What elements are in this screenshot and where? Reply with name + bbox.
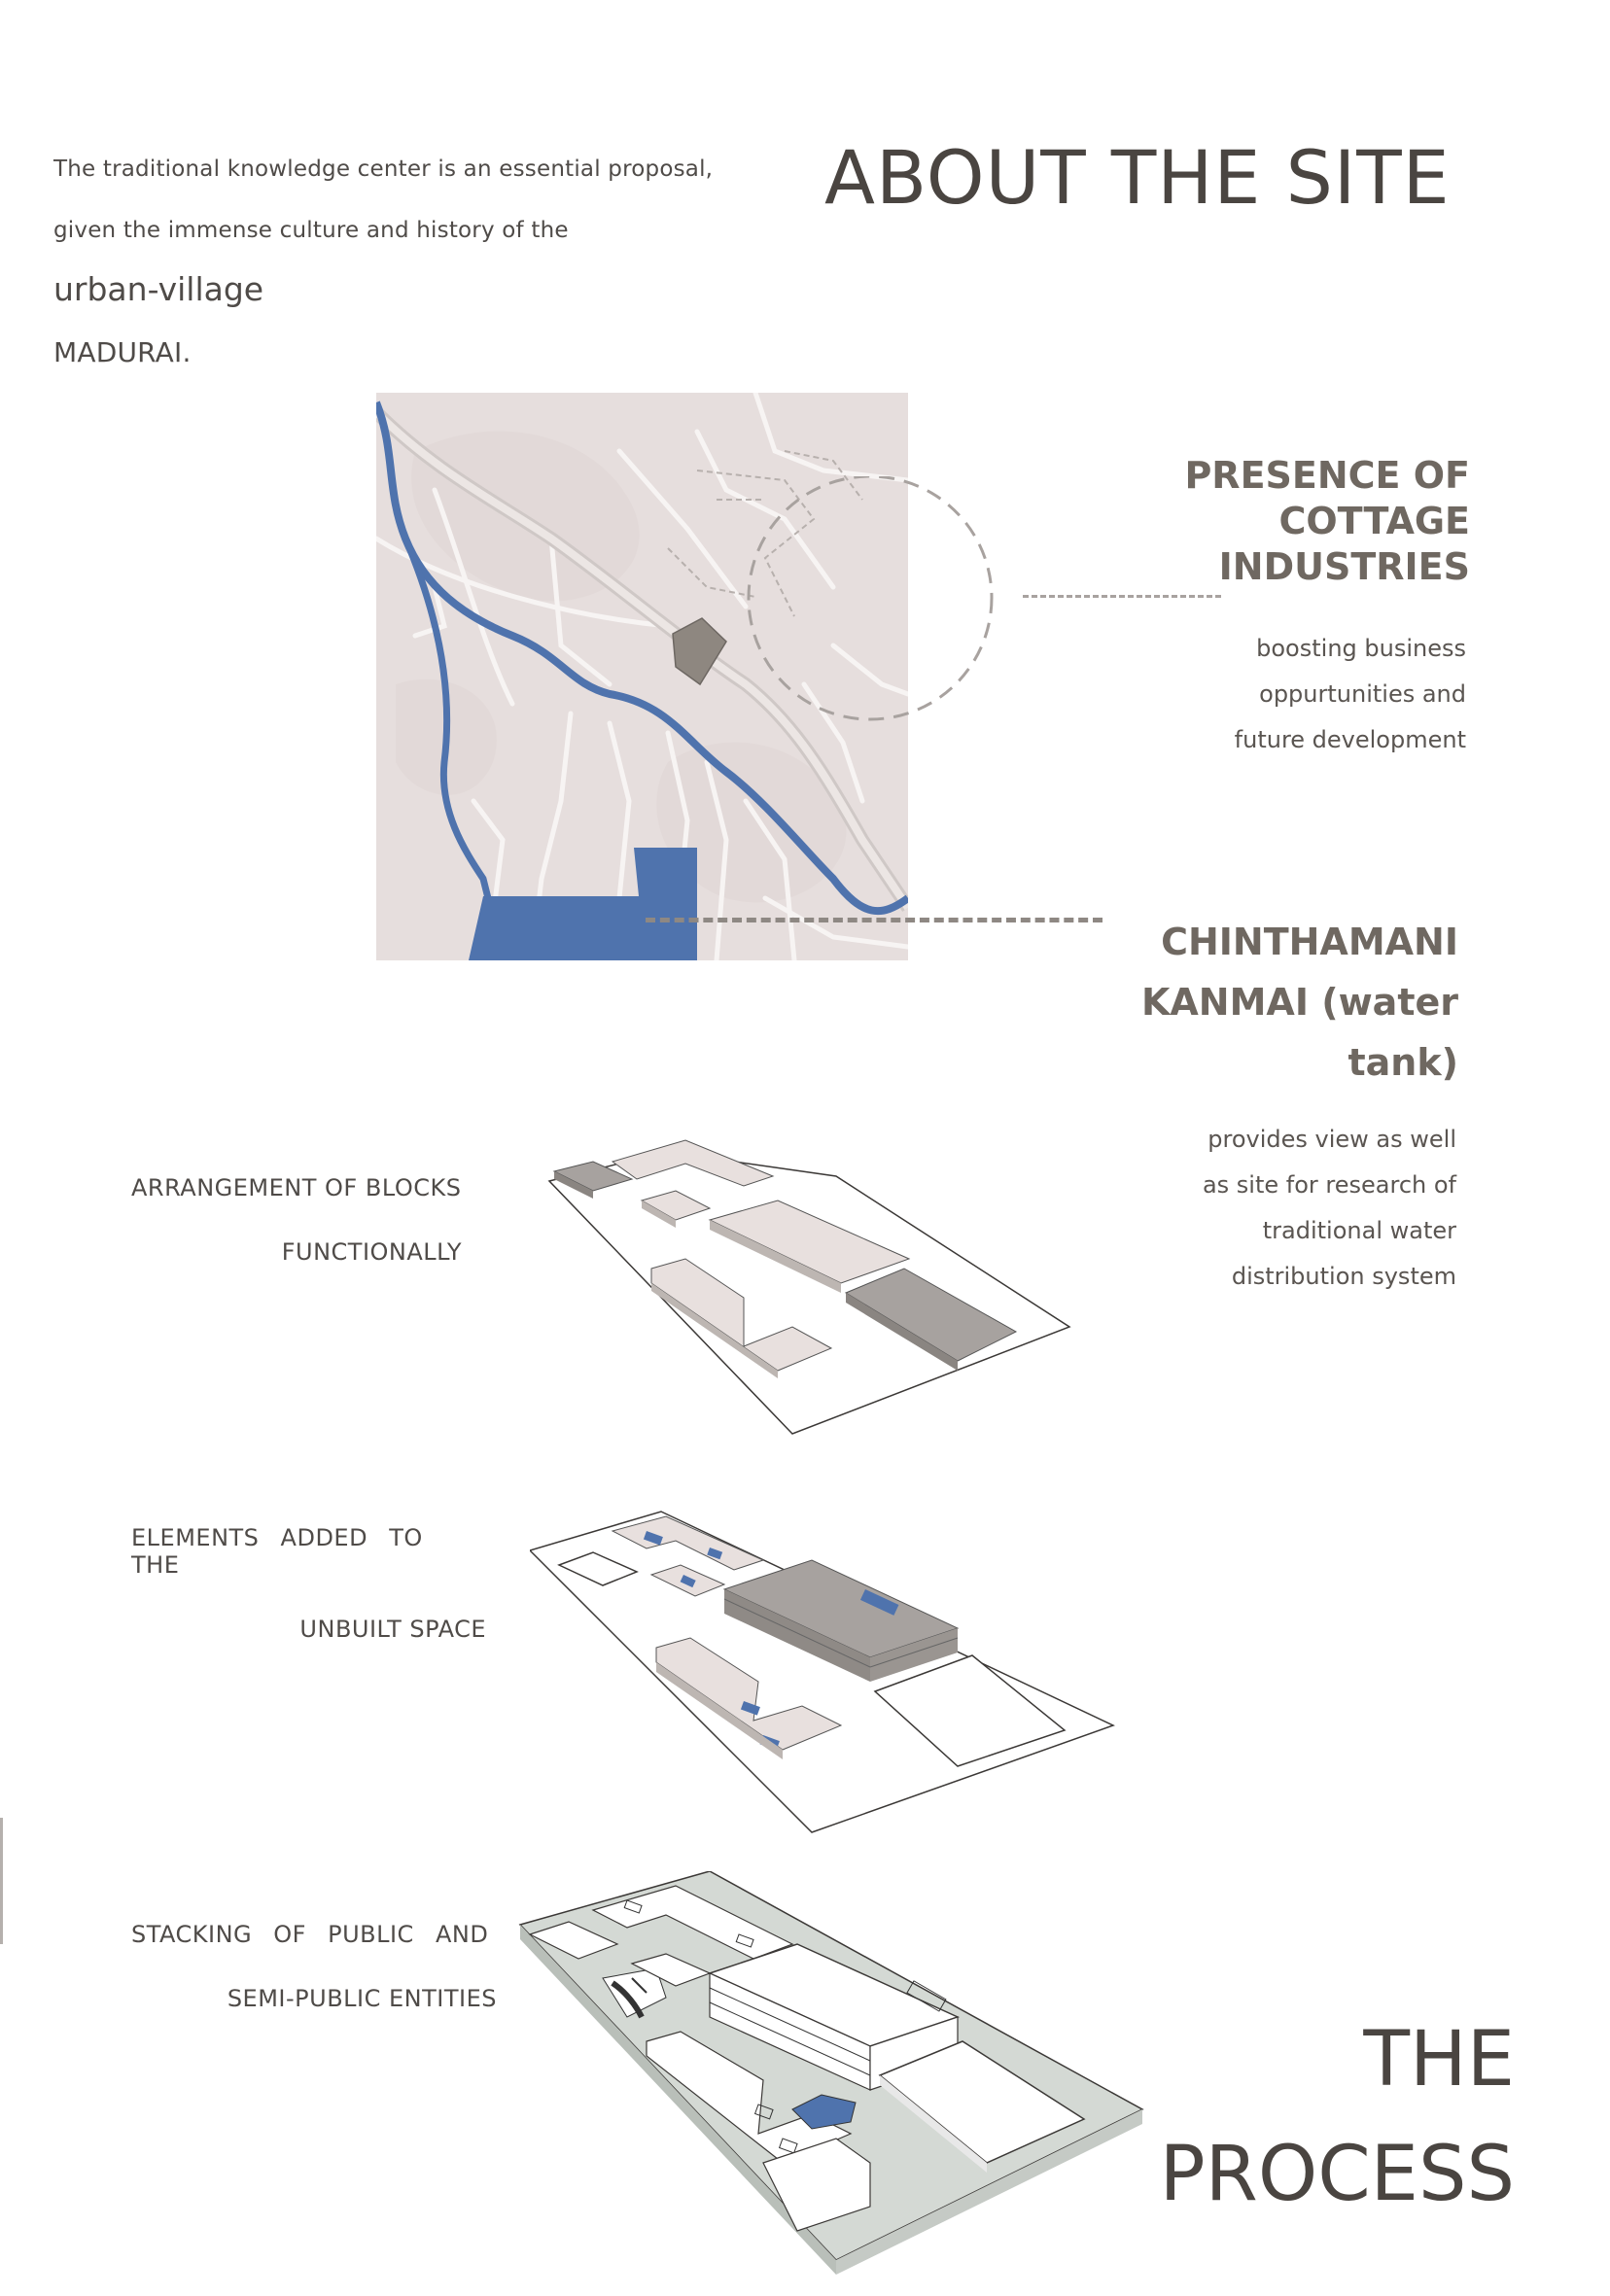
cottage-circle-marker	[739, 476, 1031, 748]
cottage-heading-line: PRESENCE OF	[1184, 454, 1470, 497]
step-2-label	[131, 1524, 486, 1643]
cottage-heading	[1184, 453, 1470, 590]
step-1-line-2: FUNCTIONALLY	[281, 1238, 462, 1266]
tank-desc-line: as site for research of	[1202, 1171, 1456, 1199]
tank-desc-line: traditional water	[1262, 1217, 1456, 1244]
page-edge-mark	[0, 1818, 3, 1944]
diagram-stacking	[501, 1871, 1147, 2279]
tank-leader-line	[646, 918, 1102, 922]
process-title-line: PROCESS	[1159, 2131, 1515, 2218]
cottage-desc-line: oppurtunities and	[1259, 680, 1466, 708]
intro-line-3: urban-village	[53, 270, 264, 308]
tank-desc-line: distribution system	[1231, 1263, 1456, 1290]
page-title: ABOUT THE SITE	[824, 134, 1451, 221]
tank-heading-line: tank)	[1348, 1041, 1458, 1084]
diagram-arrangement	[540, 1123, 1079, 1444]
diagram-elements	[530, 1492, 1123, 1842]
cottage-desc-line: boosting business	[1256, 635, 1466, 662]
tank-description	[1203, 1117, 1456, 1300]
cottage-desc-line: future development	[1234, 726, 1466, 753]
tank-desc-line: provides view as well	[1208, 1126, 1456, 1153]
intro-line-1: The traditional knowledge center is an essential proposal,	[53, 157, 714, 182]
tank-heading	[1141, 912, 1458, 1093]
tank-heading-line: CHINTHAMANI	[1161, 921, 1458, 963]
cottage-heading-line: COTTAGE	[1278, 500, 1470, 542]
process-title	[1160, 2002, 1515, 2232]
step-2-line-2: UNBUILT SPACE	[299, 1616, 486, 1643]
step-1-label	[131, 1174, 462, 1266]
intro-line-4: MADURAI.	[53, 336, 192, 368]
step-2-line-1: ELEMENTS ADDED TO THE	[131, 1524, 423, 1579]
intro-line-2: given the immense culture and history of the	[53, 218, 569, 243]
cottage-leader-line	[1023, 595, 1221, 598]
step-3-label	[131, 1921, 497, 2012]
step-3-line-2: SEMI-PUBLIC ENTITIES	[227, 1985, 497, 2012]
tank-heading-line: KANMAI (water	[1140, 981, 1458, 1024]
cottage-description	[1235, 626, 1466, 763]
step-1-line-1: ARRANGEMENT OF BLOCKS	[131, 1174, 462, 1201]
cottage-heading-line: INDUSTRIES	[1218, 545, 1470, 588]
process-title-line: THE	[1363, 2016, 1515, 2104]
step-3-line-1: STACKING OF PUBLIC AND	[131, 1921, 489, 1948]
